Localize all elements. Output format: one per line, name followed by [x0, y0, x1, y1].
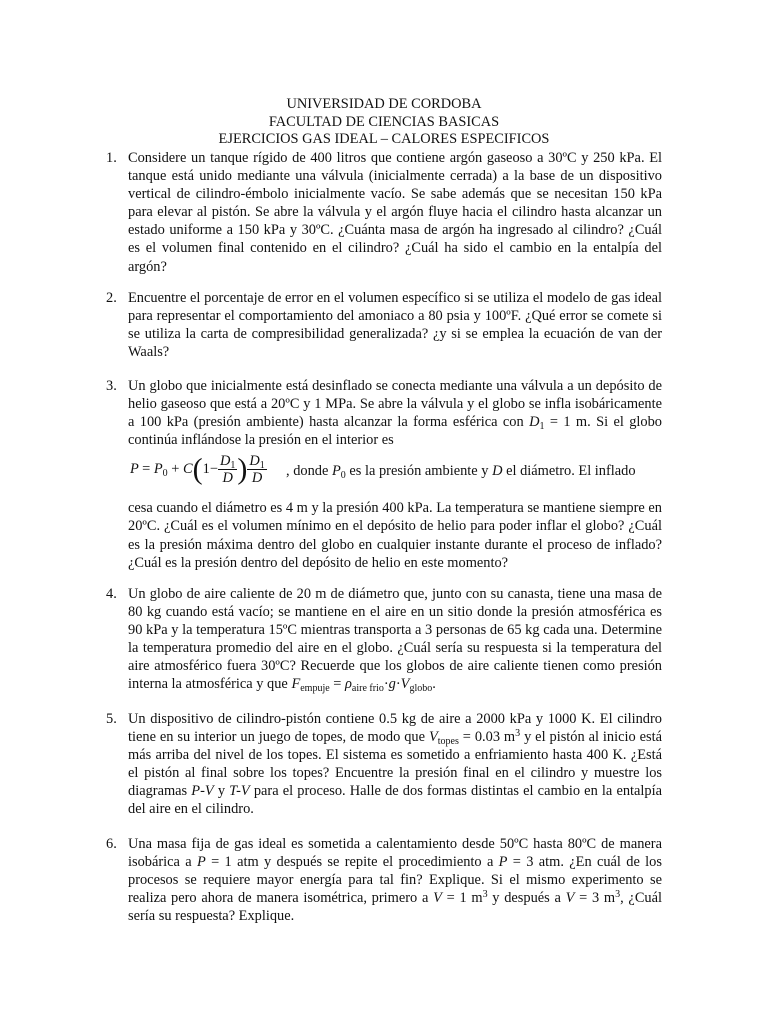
question-text: Considere un tanque rígido de 400 litros que contiene argón gaseoso a 30ºC y 250 kPa. El tanque está unido mediante una válvula (inicialmente cerrada) a la base de un dispositivo vertical de cilindro-émbolo inicialmente vacío. Se sabe además que se necesitan 150 kPa para elevar al pistón. Se abre la válvula y el argón fluye hacia el cilindro hasta alcanzar un estado uniforme a 150 kPa y 30ºC. ¿Cuánta masa de argón ha ingresado al cilindro? ¿Cuál es el volumen final contenido en el cilindro? ¿Cuál ha sido el cambio en la entalpía del argón? [128, 150, 662, 275]
pressure-equation-line [128, 449, 662, 493]
question-text-continued: cesa cuando el diámetro es 4 m y la presión 400 kPa. La temperatura se mantiene siempre en 20ºC. ¿Cuál es el volumen mínimo en el depósito de helio para poder inflar el globo? ¿Cuál es la presión máxima dentro del globo en cualquier instante durante el proceso de inflado? ¿Cuál es la presión dentro del depósito de helio en este momento? [128, 500, 662, 571]
question-number: 6. [106, 836, 117, 852]
question-number: 1. [106, 150, 117, 166]
document-title: EJERCICIOS GAS IDEAL – CALORES ESPECIFICOS [218, 131, 550, 147]
university-name: UNIVERSIDAD DE CORDOBA [286, 96, 482, 112]
question-text: Un globo de aire caliente de 20 m de diámetro que, junto con su canasta, tiene una masa de 80 kg cuando está vacío; se mantiene en el aire en un sitio donde la presión atmosférica es 90 kPa y la temperatura 15ºC mientras transporta a 3 personas de 65 kg cada una. Determine la temperatura promedio del aire en el globo. ¿Cuál sería su respuesta si la temperatura del aire atmosférico fuera 30ºC? Recuerde que los globos de aire caliente tienen como presión interna la atmosférica y que $F_{empuje} = \rho_{aire frio}\cdot g\cdot V_{globo}$. [128, 586, 662, 695]
question-text: Un dispositivo de cilindro-pistón contiene 0.5 kg de aire a 2000 kPa y 1000 K. El cilindro tiene en su interior un juego de topes, de modo que $V_{topes} = 0.03$ $m^3$ y el pistón al inicio está más arriba del nivel de los topes. El sistema es sometido a enfriamiento hasta 400 K. ¿Está el pistón al final sobre los topes? Encuentre la presión final en el cilindro y muestre los diagramas P-V y T-V para el proceso. Halle de dos formas distintas el cambio en la entalpía del aire en el cilindro. [128, 711, 662, 818]
question-2 [106, 289, 662, 361]
question-number: 5. [106, 711, 117, 727]
question-number: 2. [106, 290, 117, 306]
question-number: 4. [106, 586, 117, 602]
question-1 [106, 149, 662, 276]
question-6 [106, 835, 662, 925]
equation-description: , donde $P_0$ es la presión ambiente y D el diámetro. El inflado [286, 463, 636, 482]
question-number: 3. [106, 378, 117, 394]
fraction-d1-over-d: $\frac{D_1}{D}$ [219, 453, 236, 487]
question-text: Encuentre el porcentaje de error en el volumen específico si se utiliza el modelo de gas ideal para representar el comportamiento del amoniaco a 80 psia y 100ºF. ¿Qué error se comete si se utiliza la carta de compresibilidad generalizada? ¿y si se emplea la ecuación de van der Waals? [128, 290, 662, 361]
pressure-equation: $P = P_0 + C(1-$ $\frac{D_1}{D}$ ) $\frac{D_1}{D}$ [130, 452, 265, 487]
question-text: Un globo que inicialmente está desinflado se conecta mediante una válvula a un depósito de helio gaseoso que está a 20ºC y 1 MPa. Se abre la válvula y el globo se infla isobáricamente a 100 kPa (presión ambiente) hasta alcanzar la forma esférica con $D_1 = 1$ m. Si el globo continúa inflándose la presión en el interior es [128, 378, 662, 449]
question-3 [106, 377, 662, 572]
question-5 [106, 710, 662, 819]
fraction-d1-over-d-2: $\frac{D_1}{D}$ [249, 453, 265, 487]
document-header [0, 95, 768, 148]
faculty-name: FACULTAD DE CIENCIAS BASICAS [268, 113, 500, 130]
question-text: Una masa fija de gas ideal es sometida a calentamiento desde 50ºC hasta 80ºC de manera isobárica a P = 1 atm y después se repite el procedimiento a P = 3 atm. ¿En cuál de los procesos se requiere mayor energía para tal fin? Explique. Si el mismo experimento se realiza pero ahora de manera isométrica, primero a V = 1 $m^3$ y después a V = 3 $m^3$, ¿Cuál sería su respuesta? Explique. [128, 836, 662, 925]
question-4 [106, 585, 662, 695]
